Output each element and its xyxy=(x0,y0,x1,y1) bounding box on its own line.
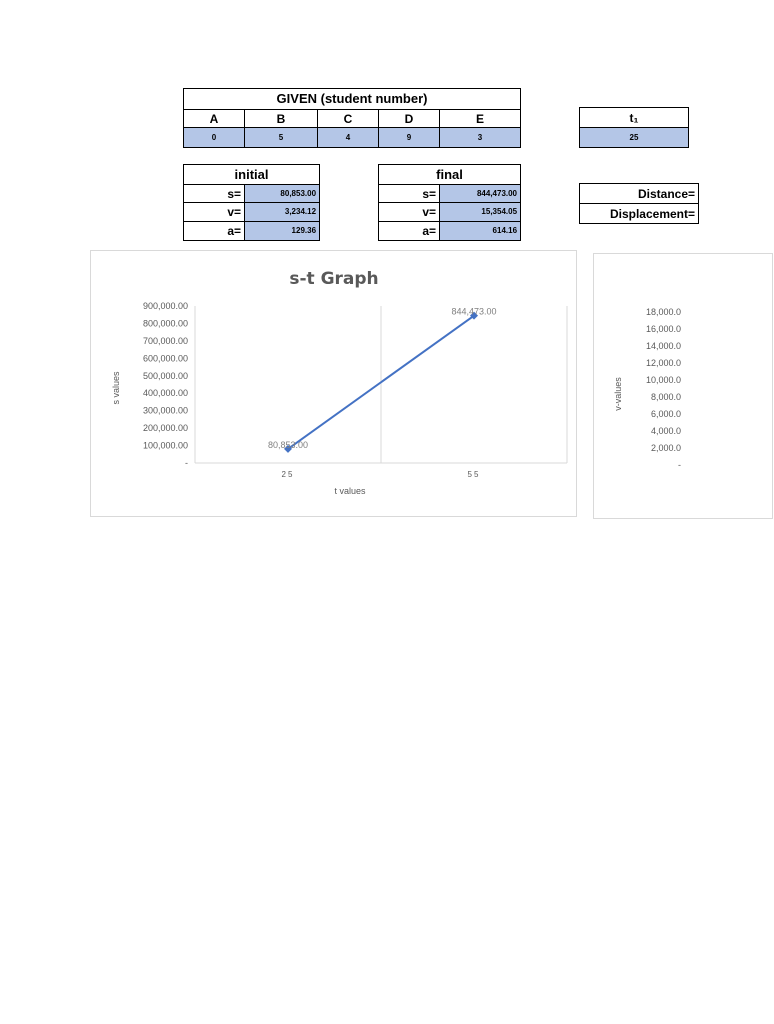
t1-label[interactable]: t₁ xyxy=(580,108,689,128)
given-header-b[interactable]: B xyxy=(245,110,318,128)
chart1-x-tick-label: 25 xyxy=(281,470,295,479)
t1-value[interactable]: 25 xyxy=(580,128,689,148)
s-t-chart-svg xyxy=(91,251,578,518)
chart2-y-tick-label: 12,000.0 xyxy=(645,358,681,368)
chart2-y-tick-label: - xyxy=(678,460,681,470)
displacement-label[interactable]: Displacement= xyxy=(580,204,699,224)
chart1-data-label: 80,853.00 xyxy=(267,439,309,450)
given-title[interactable]: GIVEN (student number) xyxy=(184,89,521,110)
given-value-e[interactable]: 3 xyxy=(440,128,521,148)
chart1-y-tick-label: 600,000.00 xyxy=(142,353,188,364)
initial-s-value[interactable]: 80,853.00 xyxy=(245,185,320,203)
chart1-y-tick-label: 900,000.00 xyxy=(142,301,188,311)
final-v-label[interactable]: v= xyxy=(379,203,440,222)
chart1-y-tick-label: - xyxy=(185,458,188,468)
chart1-title: s-t Graph xyxy=(289,269,379,289)
final-v-value[interactable]: 15,354.05 xyxy=(440,203,521,222)
final-a-label[interactable]: a= xyxy=(379,222,440,241)
initial-a-label[interactable]: a= xyxy=(184,222,245,241)
chart1-y-tick-label: 300,000.00 xyxy=(142,405,188,416)
chart2-y-tick-label: 8,000.0 xyxy=(650,392,681,402)
given-table xyxy=(183,88,521,148)
chart1-y-tick-label: 500,000.00 xyxy=(142,370,188,381)
chart2-y-tick-label: 2,000.0 xyxy=(650,443,681,453)
chart1-y-tick-label: 700,000.00 xyxy=(142,335,188,346)
final-title[interactable]: final xyxy=(379,165,521,185)
s-t-chart[interactable] xyxy=(90,250,577,517)
given-header-a[interactable]: A xyxy=(184,110,245,128)
distance-table xyxy=(579,183,699,224)
chart2-y-tick-label: 14,000.0 xyxy=(645,341,681,351)
chart2-ylabel: v-values xyxy=(613,377,623,411)
final-s-label[interactable]: s= xyxy=(379,185,440,203)
chart1-ylabel: s values xyxy=(111,371,121,405)
chart1-y-tick-label: 200,000.00 xyxy=(142,423,188,434)
chart2-y-tick-label: 10,000.0 xyxy=(645,375,681,385)
chart1-y-tick-label: 400,000.00 xyxy=(142,388,188,399)
initial-table xyxy=(183,164,320,241)
chart1-xlabel: t values xyxy=(334,486,366,496)
chart1-x-tick-label: 55 xyxy=(467,470,481,479)
chart1-y-tick-label: 800,000.00 xyxy=(142,318,188,329)
t1-table xyxy=(579,107,689,148)
chart2-y-tick-label: 18,000.0 xyxy=(645,307,681,317)
v-t-chart[interactable] xyxy=(593,253,773,519)
given-value-b[interactable]: 5 xyxy=(245,128,318,148)
chart2-y-tick-label: 6,000.0 xyxy=(650,409,681,419)
given-value-a[interactable]: 0 xyxy=(184,128,245,148)
initial-s-label[interactable]: s= xyxy=(184,185,245,203)
chart2-y-tick-label: 16,000.0 xyxy=(645,324,681,334)
chart1-data-label: 844,473.00 xyxy=(451,306,497,317)
given-header-d[interactable]: D xyxy=(379,110,440,128)
initial-title[interactable]: initial xyxy=(184,165,320,185)
chart1-y-tick-label: 100,000.00 xyxy=(142,440,188,451)
given-value-c[interactable]: 4 xyxy=(318,128,379,148)
final-table xyxy=(378,164,521,241)
final-s-value[interactable]: 844,473.00 xyxy=(440,185,521,203)
distance-label[interactable]: Distance= xyxy=(580,184,699,204)
initial-v-label[interactable]: v= xyxy=(184,203,245,222)
initial-a-value[interactable]: 129.36 xyxy=(245,222,320,241)
chart2-y-tick-label: 4,000.0 xyxy=(650,426,681,436)
v-t-chart-svg xyxy=(594,254,774,520)
final-a-value[interactable]: 614.16 xyxy=(440,222,521,241)
given-header-e[interactable]: E xyxy=(440,110,521,128)
given-value-d[interactable]: 9 xyxy=(379,128,440,148)
given-header-c[interactable]: C xyxy=(318,110,379,128)
initial-v-value[interactable]: 3,234.12 xyxy=(245,203,320,222)
